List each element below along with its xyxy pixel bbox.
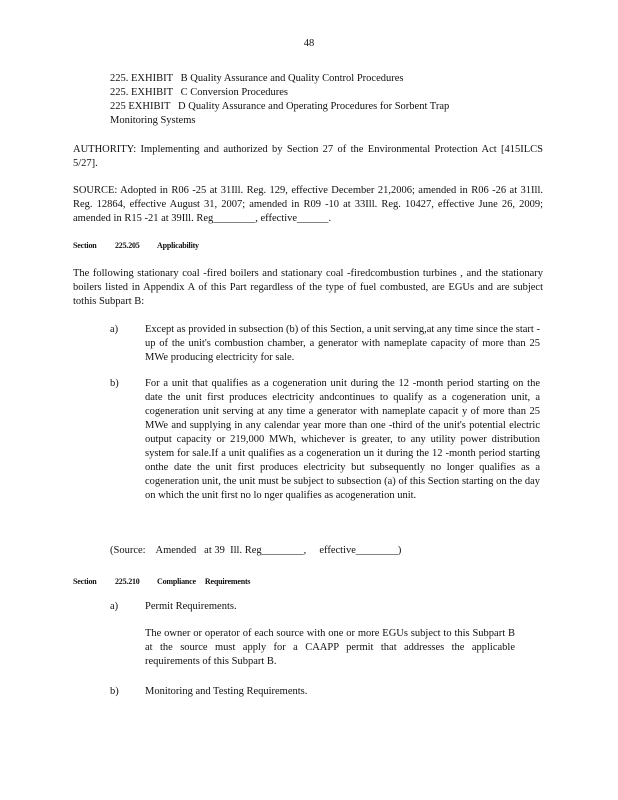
section-title: Compliance Requirements	[157, 577, 251, 586]
section-word: Section	[73, 577, 97, 586]
exhibit-list	[110, 72, 510, 128]
subsection-label: a)	[110, 324, 119, 335]
page-number: 48	[303, 38, 315, 49]
subsection-heading: Monitoring and Testing Requirements.	[145, 686, 308, 697]
subsection-label: a)	[110, 601, 119, 612]
subsection-label: b)	[110, 378, 119, 389]
subsection-text: Except as provided in subsection (b) of this Section, a unit serving,at any time since the start -up of the unit's combustion chamber, a generator with nameplate capacity of more than 25 MWe producing electricity for sale.	[145, 324, 540, 363]
exhibit-line: 225 EXHIBIT D Quality Assurance and Operating Procedures for Sorbent Trap	[110, 101, 450, 112]
exhibit-line: Monitoring Systems	[110, 115, 196, 126]
source-note-history: SOURCE: Adopted in R06 -25 at 31Ill. Reg. 129, effective December 21,2006; amended in R06 -26 at 31Ill. Reg. 12864, effective August 31, 2007; amended in R09 -10 at 33Ill. Reg. 10427, effective June 26, 2009; amended in R15 -21 at 39Ill. Reg________, effective______.	[73, 185, 543, 224]
applicability-intro: The following stationary coal -fired boilers and stationary coal -firedcombustion turbines , and the stationary boilers listed in Appendix A of this Part regardless of the type of fuel combusted, are EGUs and are subject tothis Subpart B:	[73, 268, 543, 307]
section-heading-225-210	[73, 575, 250, 589]
subsection-heading: Permit Requirements.	[145, 601, 237, 612]
section-heading-225-205	[73, 239, 199, 253]
subsection-label: b)	[110, 686, 119, 697]
section-word: Section	[73, 241, 97, 250]
subsection-text: For a unit that qualifies as a cogeneration unit during the 12 -month period starting on the date the unit first produces electricity andcontinues to qualify as a cogeneration unit, a cogeneration unit serving at any time a generator with nameplate capacit y of more than 25 MWe and supplying in any calendar year more than one -third of the unit's potential electric output capacity or 219,000 MWh, whichever is greater, to any utility power distribution system for sale.If a unit qualifies as a cogeneration un it during the 12 -month period starting onthe date the unit first produces electricity but subsequently no longer qualifies as a cogeneration unit, the unit must be subject to subsection (a) of this Section starting on the day on which the unit first no lo nger qualifies as acogeneration unit.	[145, 378, 540, 501]
exhibit-line: 225. EXHIBIT C Conversion Procedures	[110, 87, 288, 98]
section-title: Applicability	[157, 241, 199, 250]
exhibit-line: 225. EXHIBIT B Quality Assurance and Quality Control Procedures	[110, 73, 404, 84]
section-number: 225.210	[115, 577, 140, 586]
section-number: 225.205	[115, 241, 140, 250]
permit-requirements-text: The owner or operator of each source with one or more EGUs subject to this Subpart B at the source must apply for a CAAPP permit that addresses the applicable requirements of this Subpart B.	[145, 628, 515, 667]
authority-note: AUTHORITY: Implementing and authorized by Section 27 of the Environmental Protection Act [415ILCS 5/27].	[73, 144, 543, 169]
source-amendment-note: (Source: Amended at 39 Ill. Reg________, effective________)	[110, 545, 402, 556]
